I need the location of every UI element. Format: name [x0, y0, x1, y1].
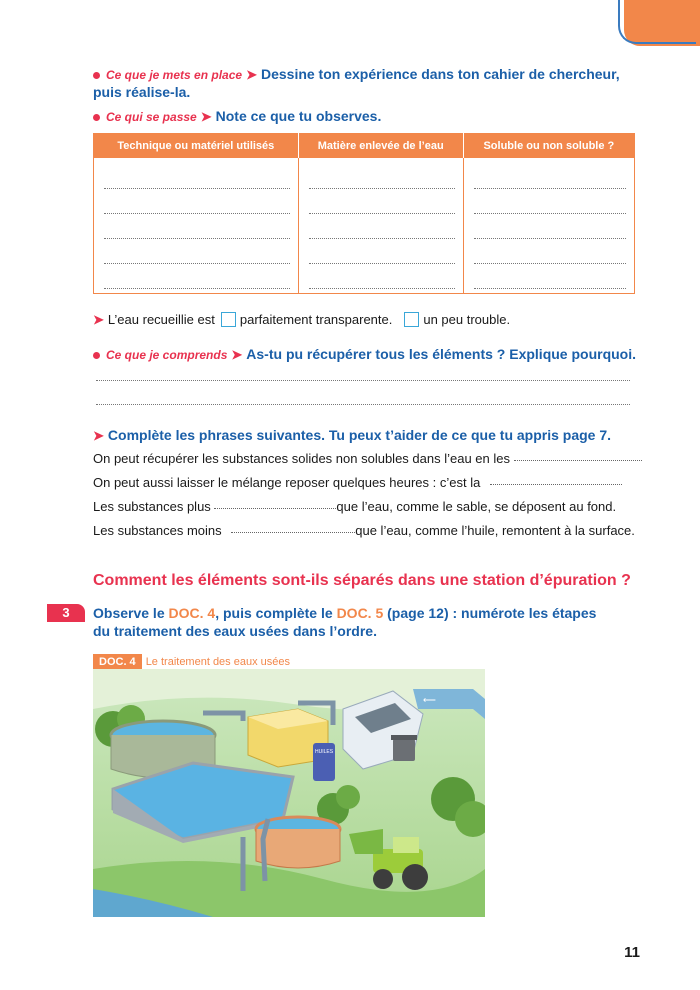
doc4-title: Le traitement des eaux usées	[145, 656, 290, 668]
exercise3-line1	[93, 605, 596, 621]
arrow-icon: ➤	[246, 67, 257, 82]
arrow-icon: ➤	[93, 312, 104, 327]
complete-instruction: Complète les phrases suivantes. Tu peux t’aider de ce que tu appris page 7.	[107, 427, 612, 443]
bullet-icon	[93, 114, 100, 121]
trash-bin-icon	[391, 735, 417, 761]
observe-instruction: Note ce que tu observes.	[215, 108, 382, 124]
doc5-ref[interactable]: DOC. 5	[336, 605, 384, 621]
bullet-icon	[93, 72, 100, 79]
section-understand	[93, 346, 636, 363]
barrel-label: HUILES	[314, 749, 334, 755]
arrow-icon: ➤	[200, 109, 212, 124]
page-corner-tab	[624, 0, 700, 46]
table-cell[interactable]	[298, 158, 463, 294]
blank-field[interactable]	[490, 484, 622, 485]
exercise-number: 3	[47, 604, 85, 622]
understand-tag: Ce que je comprends	[106, 348, 228, 362]
table-cell[interactable]	[463, 158, 634, 294]
arrow-icon: ➤	[231, 347, 243, 362]
sentence-text: Les substances moins	[93, 523, 222, 538]
oil-barrel-icon	[313, 743, 335, 781]
observe-tag: Ce qui se passe	[106, 110, 197, 124]
sentence-2	[93, 475, 622, 490]
table-cell[interactable]	[94, 158, 299, 294]
exercise3-line2: du traitement des eaux usées dans l’ordre.	[93, 623, 377, 639]
sentence-text: On peut aussi laisser le mélange reposer quelques heures : c’est la	[93, 475, 481, 490]
blank-field[interactable]	[214, 508, 336, 509]
bullet-icon	[93, 352, 100, 359]
sentence-text: Les substances plus	[93, 499, 211, 514]
setup-instruction: Dessine ton expérience dans ton cahier de chercheur,	[260, 66, 620, 82]
exercise-text: , puis complète le	[215, 605, 333, 621]
blank-field[interactable]	[514, 460, 642, 461]
section-observe	[93, 108, 381, 125]
checkbox-transparent[interactable]	[221, 312, 236, 327]
observation-table	[93, 133, 635, 294]
answer-line[interactable]	[96, 366, 630, 381]
page-number: 11	[624, 944, 640, 961]
arrow-icon: ➤	[93, 428, 104, 443]
complete-instruction-row	[93, 427, 611, 444]
exercise-text: Observe le	[93, 605, 165, 621]
option-transparent: parfaitement transparente.	[239, 312, 393, 327]
sentence-4	[93, 523, 635, 538]
sentence-text: que l’eau, comme l’huile, remontent à la surface.	[355, 523, 635, 538]
exercise-text: (page 12) : numérote les étapes	[387, 605, 597, 621]
setup-tag: Ce que je mets en place	[106, 68, 243, 82]
understand-question: As-tu pu récupérer tous les éléments ? Explique pourquoi.	[246, 346, 637, 362]
sentence-1	[93, 451, 642, 466]
doc4-label: DOC. 4	[93, 654, 142, 670]
section-setup	[93, 66, 620, 83]
blank-field[interactable]	[231, 532, 355, 533]
table-header: Matière enlevée de l’eau	[298, 134, 463, 159]
doc4-ref[interactable]: DOC. 4	[168, 605, 216, 621]
water-clarity-row	[93, 312, 510, 328]
sentence-3	[93, 499, 616, 514]
water-prefix: L’eau recueillie est	[107, 312, 215, 327]
sentence-text: que l’eau, comme le sable, se déposent au fond.	[336, 499, 617, 514]
answer-line[interactable]	[96, 390, 630, 405]
table-header: Soluble ou non soluble ?	[463, 134, 634, 159]
setup-instruction-cont: puis réalise-la.	[93, 84, 191, 100]
section-heading: Comment les éléments sont-ils séparés dans une station d’épuration ?	[93, 572, 631, 589]
table-header: Technique ou matériel utilisés	[94, 134, 299, 159]
checkbox-cloudy[interactable]	[404, 312, 419, 327]
svg-text:⟵: ⟵	[423, 695, 436, 705]
doc4-header	[93, 652, 290, 670]
option-cloudy: un peu trouble.	[423, 312, 511, 327]
water-treatment-illustration	[93, 669, 485, 917]
sentence-text: On peut récupérer les substances solides non solubles dans l’eau en les	[93, 451, 510, 466]
